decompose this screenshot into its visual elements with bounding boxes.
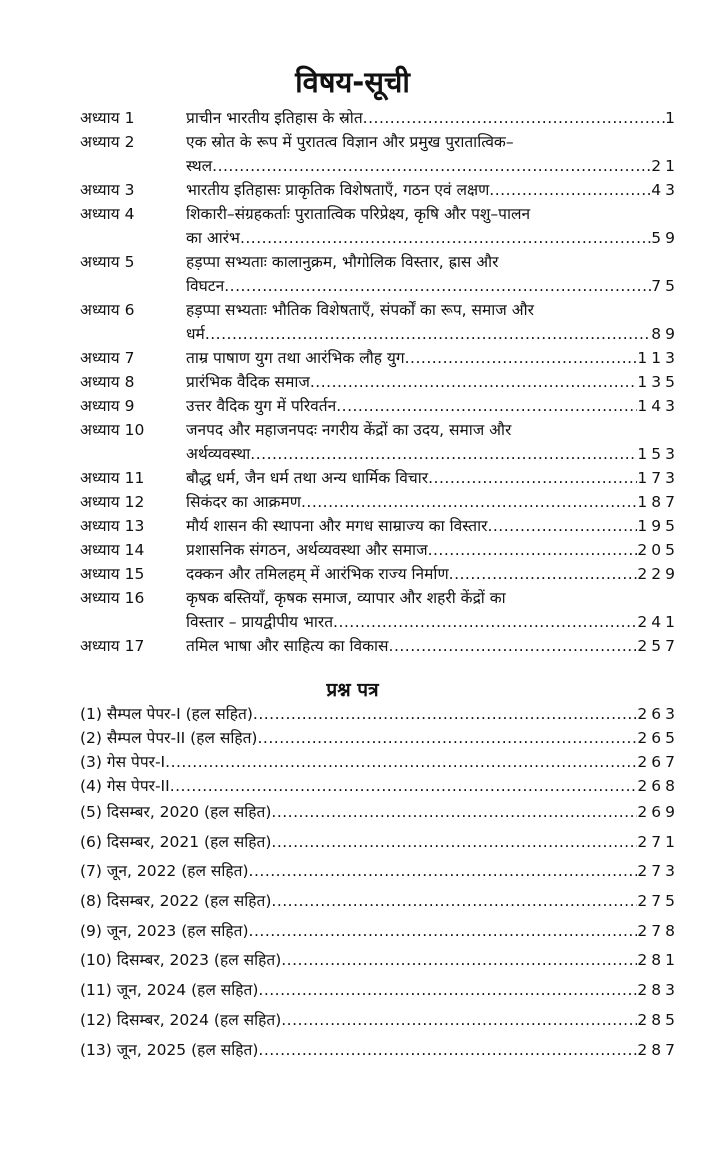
paper-title: (7) जून, 2022 (हल सहित)	[80, 862, 249, 881]
chapter-title-line	[186, 298, 675, 322]
dot-leader	[271, 798, 637, 828]
dot-leader	[253, 702, 638, 726]
page-number: 173	[637, 469, 679, 487]
chapter-number: अध्याय 16	[80, 589, 145, 607]
chapter-title-text: ताम्र पाषाण युग तथा आरंभिक लौह युग	[186, 349, 405, 367]
paper-title: (12) दिसम्बर, 2024 (हल सहित)	[80, 1010, 282, 1029]
chapter-title-text: कृषक बस्तियाँ, कृषक समाज, व्यापार और शहरी केंद्रों का	[186, 589, 506, 607]
chapter-title-block	[186, 394, 679, 418]
chapter-number: अध्याय 17	[80, 637, 145, 655]
chapter-title-line	[186, 562, 679, 586]
toc-entry	[80, 490, 679, 514]
dot-leader	[170, 774, 638, 798]
page-number: 135	[637, 373, 679, 391]
paper-entry	[80, 1036, 679, 1066]
page-number: 229	[637, 565, 679, 583]
dot-leader	[271, 887, 637, 917]
dot-leader	[224, 274, 651, 298]
dot-leader	[250, 442, 637, 466]
page-number: 263	[637, 705, 679, 723]
chapter-title-line	[186, 610, 679, 634]
chapter-title-block	[186, 106, 679, 130]
chapter-number: अध्याय 6	[80, 301, 135, 319]
page-title: विषय-सूची	[295, 65, 410, 99]
dot-leader	[281, 946, 637, 976]
paper-title: (2) सैम्पल पेपर-II (हल सहित)	[80, 729, 258, 747]
paper-entry	[80, 887, 679, 917]
chapter-title-block	[186, 346, 679, 370]
dot-leader	[271, 828, 637, 858]
chapter-title-block	[186, 562, 679, 586]
toc-entry	[80, 178, 679, 202]
dot-leader	[310, 370, 638, 394]
page-number: 153	[637, 445, 679, 463]
chapter-number: अध्याय 2	[80, 133, 135, 151]
page-number: 269	[637, 803, 679, 821]
page-number: 89	[651, 325, 679, 343]
chapter-number: अध्याय 9	[80, 397, 135, 415]
chapter-title-text: प्रशासनिक संगठन, अर्थव्यवस्था और समाज	[186, 541, 428, 559]
dot-leader	[449, 562, 638, 586]
dot-leader	[258, 976, 637, 1006]
chapter-title-text: उत्तर वैदिक युग में परिवर्तन	[186, 397, 337, 415]
dot-leader	[258, 1036, 637, 1066]
chapter-title-text: हड़प्पा सभ्यताः भौतिक विशेषताएँ, संपर्कों का रूप, समाज और	[186, 301, 534, 319]
chapter-title-block	[186, 514, 679, 538]
page-number: 285	[637, 1010, 679, 1029]
chapter-title-text: धर्म	[186, 325, 205, 343]
chapter-title-text: विघटन	[186, 277, 225, 295]
chapter-title-line	[186, 538, 679, 562]
page-number: 278	[637, 921, 679, 940]
chapter-title-block	[186, 298, 679, 346]
chapter-title-block	[186, 250, 679, 298]
page-number: 283	[637, 981, 679, 1000]
chapter-title-block	[186, 490, 679, 514]
chapter-title-line	[186, 322, 679, 346]
chapter-number: अध्याय 3	[80, 181, 135, 199]
toc-entry	[80, 370, 679, 394]
chapter-title-line	[186, 178, 679, 202]
page-number: 43	[651, 181, 679, 199]
dot-leader	[428, 538, 638, 562]
page-number: 1	[665, 109, 679, 127]
dot-leader	[428, 466, 637, 490]
chapter-number: अध्याय 12	[80, 493, 145, 511]
chapter-title-line	[186, 394, 679, 418]
page-number: 273	[637, 862, 679, 881]
dot-leader	[249, 857, 638, 887]
chapter-title-block	[186, 370, 679, 394]
chapter-title-line	[186, 634, 679, 658]
chapter-title-block	[186, 466, 679, 490]
toc-entry	[80, 346, 679, 370]
chapter-number: अध्याय 13	[80, 517, 145, 535]
page-number: 275	[637, 892, 679, 911]
paper-entry	[80, 1006, 679, 1036]
paper-title: (3) गेस पेपर-I	[80, 753, 166, 771]
chapter-number: अध्याय 14	[80, 541, 145, 559]
page-number: 59	[651, 229, 679, 247]
dot-leader	[489, 178, 651, 202]
paper-title: (6) दिसम्बर, 2021 (हल सहित)	[80, 832, 272, 851]
chapter-title-text: एक स्रोत के रूप में पुरातत्व विज्ञान और प्रमुख पुरातात्विक–	[186, 133, 514, 151]
toc-entry	[80, 298, 679, 346]
toc-entry	[80, 418, 679, 466]
dot-leader	[389, 634, 638, 658]
chapter-title-line	[186, 514, 679, 538]
chapter-title-block	[186, 586, 679, 634]
chapter-title-block	[186, 178, 679, 202]
toc-entry	[80, 634, 679, 658]
dot-leader	[240, 226, 651, 250]
chapter-title-text: तमिल भाषा और साहित्य का विकास	[186, 637, 389, 655]
page-number: 187	[637, 493, 679, 511]
chapter-title-line	[186, 442, 679, 466]
toc-entry	[80, 106, 679, 130]
chapter-title-block	[186, 538, 679, 562]
chapter-title-text: भारतीय इतिहासः प्राकृतिक विशेषताएँ, गठन एवं लक्षण	[186, 181, 490, 199]
chapter-number: अध्याय 7	[80, 349, 135, 367]
toc-entry	[80, 466, 679, 490]
chapter-title-line	[186, 250, 675, 274]
paper-entry	[80, 828, 679, 858]
chapter-title-text: बौद्ध धर्म, जैन धर्म तथा अन्य धार्मिक विचार	[186, 469, 429, 487]
chapter-title-line	[186, 130, 675, 154]
toc-entry	[80, 586, 679, 634]
toc-entry	[80, 538, 679, 562]
chapter-title-line	[186, 106, 679, 130]
chapter-number: अध्याय 4	[80, 205, 135, 223]
page-number: 268	[637, 777, 679, 795]
chapter-title-text: जनपद और महाजनपदः नगरीय केंद्रों का उदय, समाज और	[186, 421, 512, 439]
dot-leader	[336, 394, 637, 418]
toc-entry	[80, 202, 679, 250]
chapter-number: अध्याय 1	[80, 109, 135, 127]
page-number: 271	[637, 832, 679, 851]
paper-entry	[80, 917, 679, 947]
paper-entry	[80, 976, 679, 1006]
page-number: 195	[637, 517, 679, 535]
chapter-title-text: प्राचीन भारतीय इतिहास के स्रोत	[186, 109, 363, 127]
dot-leader	[363, 106, 665, 130]
chapter-number: अध्याय 11	[80, 469, 145, 487]
page-number: 267	[637, 753, 679, 771]
paper-entry	[80, 750, 679, 774]
chapter-title-text: सिकंदर का आक्रमण	[186, 493, 301, 511]
chapter-title-line	[186, 418, 675, 442]
chapter-title-block	[186, 634, 679, 658]
paper-entry	[80, 857, 679, 887]
chapter-title-line	[186, 370, 679, 394]
paper-entry	[80, 702, 679, 726]
toc-entry	[80, 394, 679, 418]
page-number: 75	[651, 277, 679, 295]
toc-entry	[80, 562, 679, 586]
chapter-number: अध्याय 8	[80, 373, 135, 391]
page-number: 257	[637, 637, 679, 655]
page-number: 21	[651, 157, 679, 175]
dot-leader	[205, 322, 651, 346]
chapter-title-block	[186, 418, 679, 466]
dot-leader	[249, 917, 638, 947]
toc-entry	[80, 514, 679, 538]
toc-entry	[80, 250, 679, 298]
chapter-title-line	[186, 346, 679, 370]
chapter-title-text: विस्तार – प्रायद्वीपीय भारत	[186, 613, 334, 631]
chapter-title-line	[186, 202, 675, 226]
paper-title: (1) सैम्पल पेपर-I (हल सहित)	[80, 705, 253, 723]
chapter-title-line	[186, 490, 679, 514]
chapter-title-block	[186, 130, 679, 178]
paper-title: (4) गेस पेपर-II	[80, 777, 170, 795]
chapter-title-block	[186, 202, 679, 250]
dot-leader	[257, 726, 637, 750]
chapter-title-text: अर्थव्यवस्था	[186, 445, 251, 463]
papers-heading: प्रश्न पत्र	[326, 679, 379, 701]
paper-entry	[80, 774, 679, 798]
paper-title: (13) जून, 2025 (हल सहित)	[80, 1040, 259, 1059]
dot-leader	[333, 610, 637, 634]
paper-entry	[80, 946, 679, 976]
paper-title: (10) दिसम्बर, 2023 (हल सहित)	[80, 951, 282, 970]
page-number: 287	[637, 1040, 679, 1059]
chapter-number: अध्याय 5	[80, 253, 135, 271]
chapter-title-line	[186, 586, 675, 610]
chapter-list	[80, 106, 679, 658]
page-number: 143	[637, 397, 679, 415]
dot-leader	[165, 750, 637, 774]
dot-leader	[301, 490, 637, 514]
paper-title: (5) दिसम्बर, 2020 (हल सहित)	[80, 803, 272, 821]
dot-leader	[487, 514, 637, 538]
chapter-title-line	[186, 154, 679, 178]
chapter-title-line	[186, 466, 679, 490]
dot-leader	[281, 1006, 637, 1036]
paper-title: (11) जून, 2024 (हल सहित)	[80, 981, 259, 1000]
chapter-title-text: हड़प्पा सभ्यताः कालानुक्रम, भौगोलिक विस्तार, ह्रास और	[186, 253, 499, 271]
chapter-title-text: प्रारंभिक वैदिक समाज	[186, 373, 310, 391]
chapter-title-text: स्थल	[186, 157, 213, 175]
chapter-title-text: दक्कन और तमिलहम् में आरंभिक राज्य निर्माण	[186, 565, 449, 583]
paper-list	[80, 702, 679, 1065]
page-number: 113	[637, 349, 679, 367]
page-number: 205	[637, 541, 679, 559]
chapter-title-line	[186, 274, 679, 298]
chapter-title-line	[186, 226, 679, 250]
chapter-title-text: मौर्य शासन की स्थापना और मगध साम्राज्य का विस्तार	[186, 517, 488, 535]
chapter-number: अध्याय 15	[80, 565, 145, 583]
dot-leader	[405, 346, 638, 370]
page-number: 241	[637, 613, 679, 631]
paper-entry	[80, 798, 679, 828]
chapter-title-text: शिकारी–संग्रहकर्ताः पुरातात्विक परिप्रेक्ष्य, कृषि और पशु–पालन	[186, 205, 531, 223]
page-number: 281	[637, 951, 679, 970]
dot-leader	[212, 154, 651, 178]
toc-entry	[80, 130, 679, 178]
chapter-number: अध्याय 10	[80, 421, 145, 439]
chapter-title-text: का आरंभ	[186, 229, 240, 247]
paper-title: (9) जून, 2023 (हल सहित)	[80, 921, 249, 940]
paper-title: (8) दिसम्बर, 2022 (हल सहित)	[80, 892, 272, 911]
paper-entry	[80, 726, 679, 750]
page-number: 265	[637, 729, 679, 747]
